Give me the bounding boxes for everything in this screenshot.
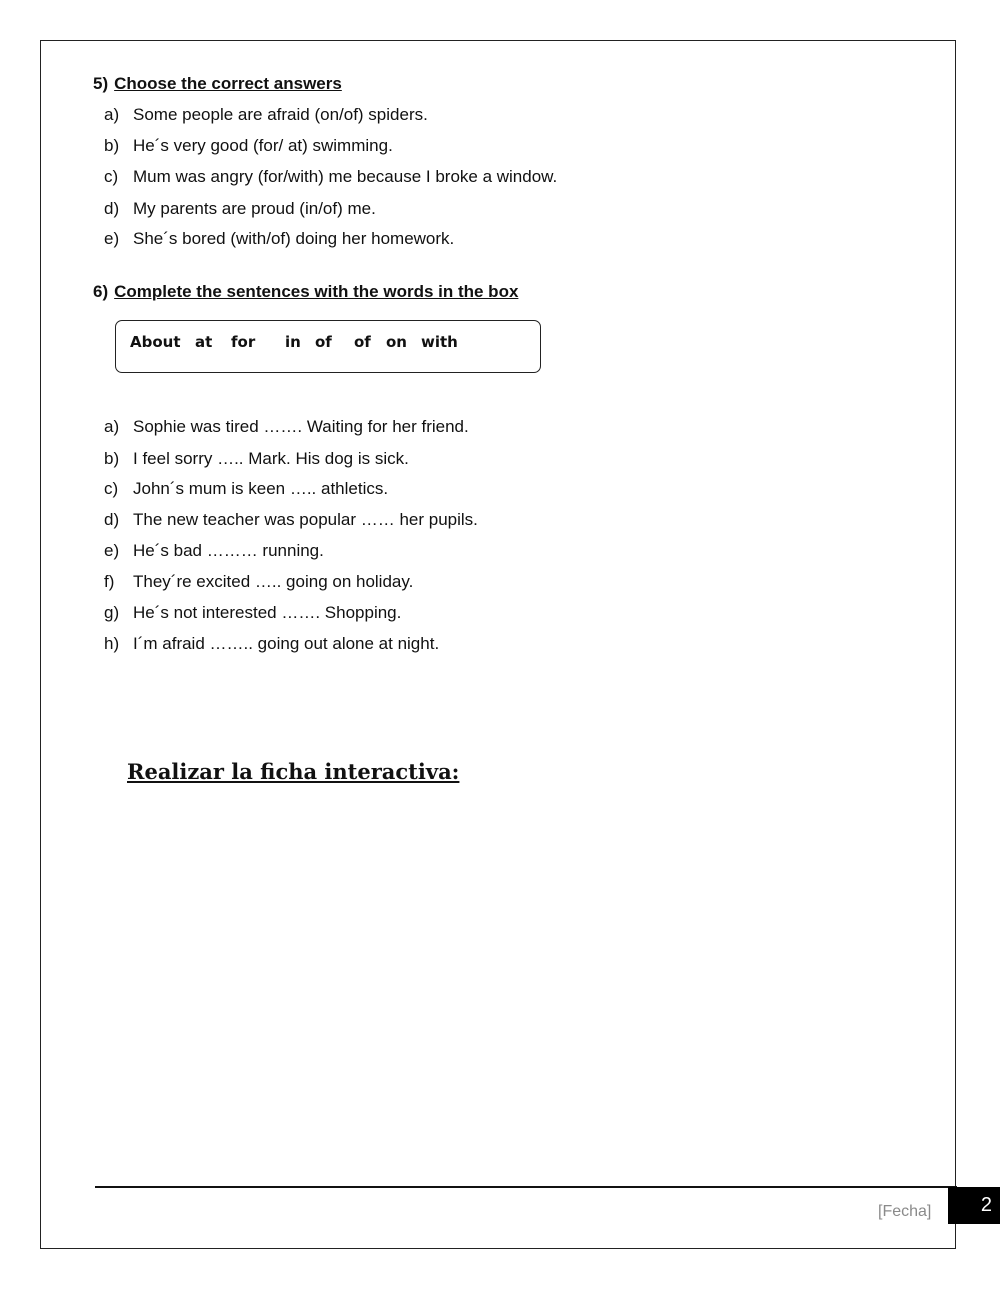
item-text: Sophie was tired ……. Waiting for her friend. [133, 417, 469, 436]
section-6-item [104, 449, 409, 469]
section-5-item [104, 105, 428, 125]
section-6-item [104, 417, 469, 437]
word-box [115, 320, 541, 373]
item-letter: c) [104, 479, 119, 498]
section-5-item [104, 167, 557, 187]
section-5-number: 5) [93, 74, 109, 93]
item-text: My parents are proud (in/of) me. [133, 199, 376, 218]
item-letter: a) [104, 417, 120, 436]
section-5-item [104, 199, 376, 219]
item-text: He´s bad ……… running. [133, 541, 324, 560]
interactive-worksheet-title: Realizar la ficha interactiva: [127, 759, 460, 784]
section-5-item [104, 136, 393, 156]
section-6-item [104, 479, 388, 499]
item-letter: e) [104, 541, 120, 560]
item-text: I´m afraid …….. going out alone at night. [133, 634, 440, 653]
box-word: with [421, 333, 458, 351]
item-letter: b) [104, 449, 120, 468]
section-6-item [104, 634, 439, 654]
item-text: They´re excited ….. going on holiday. [133, 572, 414, 591]
section-6-item [104, 541, 324, 561]
item-letter: b) [104, 136, 120, 155]
item-text: John´s mum is keen ….. athletics. [133, 479, 389, 498]
item-text: He´s not interested ……. Shopping. [133, 603, 402, 622]
item-letter: d) [104, 510, 120, 529]
item-text: I feel sorry ….. Mark. His dog is sick. [133, 449, 409, 468]
item-text: Mum was angry (for/with) me because I broke a window. [133, 167, 558, 186]
item-text: She´s bored (with/of) doing her homework. [133, 229, 455, 248]
box-word: About [130, 333, 181, 351]
section-5-heading [93, 74, 342, 94]
section-5-item [104, 229, 454, 249]
item-letter: c) [104, 167, 119, 186]
section-5-title: Choose the correct answers [114, 74, 342, 93]
section-6-item [104, 572, 413, 592]
section-6-item [104, 510, 478, 530]
item-text: He´s very good (for/ at) swimming. [133, 136, 393, 155]
item-letter: g) [104, 603, 120, 622]
box-word: on [386, 333, 407, 351]
box-word: in [285, 333, 301, 351]
section-6-item [104, 603, 401, 623]
section-6-title: Complete the sentences with the words in the box [114, 282, 519, 301]
section-6-number: 6) [93, 282, 109, 301]
item-letter: a) [104, 105, 120, 124]
item-letter: d) [104, 199, 120, 218]
box-word: at [195, 333, 213, 351]
footer-date: [Fecha] [878, 1203, 932, 1220]
page-number: 2 [948, 1187, 1000, 1224]
item-letter: h) [104, 634, 120, 653]
box-word: of [354, 333, 371, 351]
box-word: for [231, 333, 256, 351]
box-word: of [315, 333, 332, 351]
item-letter: f) [104, 572, 115, 591]
item-text: The new teacher was popular …… her pupils. [133, 510, 478, 529]
item-text: Some people are afraid (on/of) spiders. [133, 105, 428, 124]
footer-divider [95, 1186, 957, 1188]
section-6-heading [93, 282, 518, 302]
item-letter: e) [104, 229, 120, 248]
